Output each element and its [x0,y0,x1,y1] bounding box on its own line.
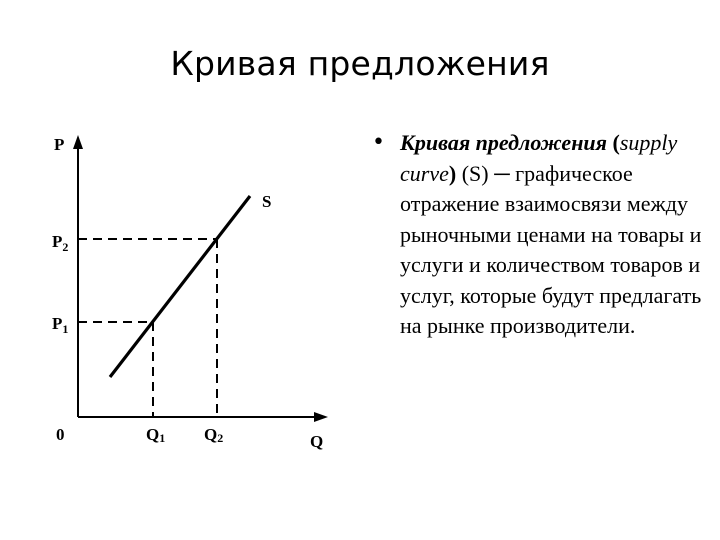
definition-body [400,128,702,342]
paren-close: ) [448,160,457,186]
q2-label-main: Q [204,425,218,444]
quantity-axis-arrow [314,412,328,422]
definition-text [372,128,702,342]
p2-label [52,232,68,254]
price-axis-label: P [54,135,65,154]
p1-label-sub: 1 [62,322,69,336]
q1-label-main: Q [146,425,160,444]
p1-label-main: P [52,314,63,333]
p2-label-sub: 2 [62,240,69,254]
english-term: supply curve [400,130,678,186]
supply-curve-line [110,196,250,377]
graph-canvas [30,125,350,470]
supply-curve-graph [30,125,350,470]
p1-label [52,314,68,336]
definition-term: Кривая предложения [400,130,607,155]
quantity-axis-label: Q [310,432,324,451]
price-axis-arrow [73,135,83,149]
q1-label-sub: 1 [159,431,166,445]
p2-label-main: P [52,232,63,251]
q2-label [204,425,223,445]
definition-rest: (S) ─ графическое отражение взаимосвязи между рыночными ценами на товары и услуги и количеством товаров и услуг, которые будут предлагать на рынке производители. [400,160,702,338]
origin-label: 0 [56,425,65,444]
paren-open: ( [612,130,620,155]
supply-curve-label: S [262,192,272,211]
definition-bullet-item [372,128,702,342]
q2-label-sub: 2 [217,431,224,445]
slide-title: Кривая предложения [170,44,550,83]
q1-label [146,425,165,445]
bullet-glyph: • [372,130,385,155]
